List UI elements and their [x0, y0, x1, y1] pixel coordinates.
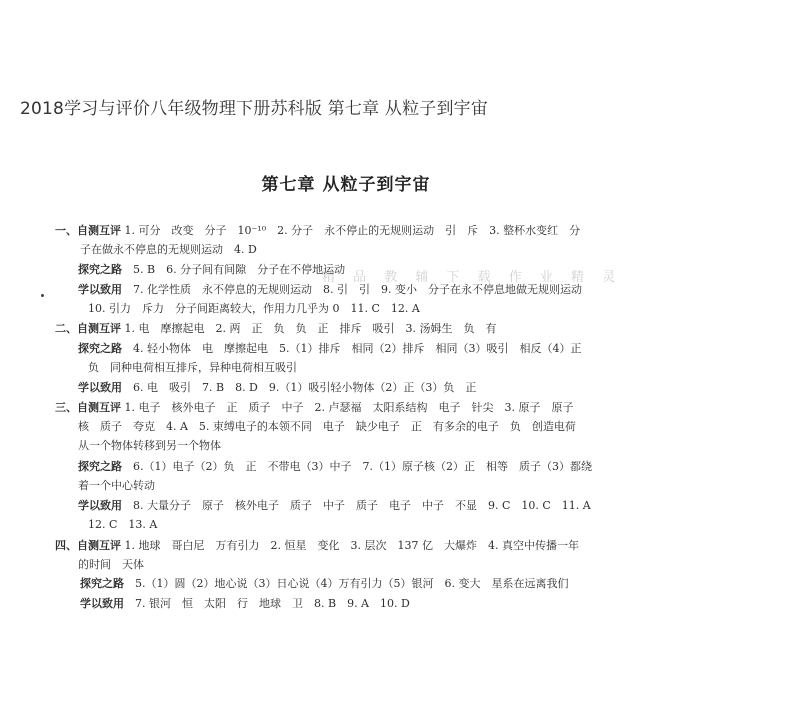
subsection-label: 学以致用 — [80, 597, 124, 610]
line-text: 1. 电 摩擦起电 2. 两 正 负 负 正 排斥 吸引 3. 汤姆生 负 有 — [121, 322, 497, 335]
subsection-label: 探究之路 — [80, 577, 124, 590]
line-text: 负 同种电荷相互排斥，异种电荷相互吸引 — [88, 361, 297, 374]
subsection-label: 探究之路 — [78, 342, 122, 355]
answer-line — [78, 283, 582, 297]
section-label: 三、自测互评 — [55, 401, 121, 414]
line-text: 5.（1）圆（2）地心说（3）日心说（4）万有引力（5）银河 6. 变大 星系在远离我们 — [124, 577, 569, 590]
line-text: 1. 电子 核外电子 正 质子 中子 2. 卢瑟福 太阳系结构 电子 针尖 3. 原子 原子 — [121, 401, 574, 414]
line-text: 5. B 6. 分子间有间隙 分子在不停地运动 — [122, 263, 346, 276]
subsection-label: 探究之路 — [78, 460, 122, 473]
answer-line — [78, 381, 476, 395]
answer-line — [55, 322, 496, 336]
answer-line — [55, 539, 579, 553]
subsection-label: 学以致用 — [78, 381, 122, 394]
answer-line — [78, 263, 345, 277]
answer-line — [78, 420, 576, 434]
line-text: 8. 大量分子 原子 核外电子 质子 中子 质子 电子 中子 不显 9. C 10. C 11. A — [122, 499, 591, 512]
section-label: 四、自测互评 — [55, 539, 121, 552]
line-text: 10. 引力 斥力 分子间距离较大，作用力几乎为 0 11. C 12. A — [88, 302, 420, 315]
line-text: 12. C 13. A — [88, 518, 158, 531]
subsection-label: 学以致用 — [78, 499, 122, 512]
answer-line — [88, 302, 420, 316]
line-text: 7. 银河 恒 太阳 行 地球 卫 8. B 9. A 10. D — [124, 597, 410, 610]
answer-line — [80, 597, 410, 611]
answer-line — [88, 361, 297, 375]
line-text: 子在做永不停息的无规则运动 4. D — [80, 243, 257, 256]
section-label: 一、自测互评 — [55, 224, 121, 237]
answer-line — [55, 224, 580, 238]
answer-line — [55, 401, 573, 415]
line-text: 4. 轻小物体 电 摩擦起电 5.（1）排斥 相同（2）排斥 相同（3）吸引 相反（4）正 — [122, 342, 582, 355]
answer-line — [80, 243, 257, 257]
line-text: 7. 化学性质 永不停息的无规则运动 8. 引 引 9. 变小 分子在永不停息地做无规则运动 — [122, 283, 582, 296]
answer-line — [88, 518, 157, 532]
page-title: 2018学习与评价八年级物理下册苏科版 第七章 从粒子到宇宙 — [20, 99, 489, 119]
line-text: 6.（1）电子（2）负 正 不带电（3）中子 7.（1）原子核（2）正 相等 质子（3）都绕 — [122, 460, 592, 473]
answer-line — [78, 460, 592, 474]
line-text: 的时间 天体 — [78, 558, 144, 571]
line-text: 6. 电 吸引 7. B 8. D 9.（1）吸引轻小物体（2）正（3）负 正 — [122, 381, 477, 394]
margin-dot — [41, 294, 44, 297]
answer-line — [78, 558, 144, 572]
chapter-title: 第七章 从粒子到宇宙 — [261, 175, 431, 195]
line-text: 从一个物体转移到另一个物体 — [78, 439, 221, 452]
line-text: 着一个中心转动 — [78, 479, 155, 492]
answer-line — [78, 479, 155, 493]
watermark: 精 品 教 辅 下 载 作 业 精 灵 — [322, 270, 623, 285]
answer-line — [78, 439, 221, 453]
line-text: 核 质子 夸克 4. A 5. 束缚电子的本领不同 电子 缺少电子 正 有多余的电子 负 创造电荷 — [78, 420, 576, 433]
answer-line — [78, 499, 591, 513]
section-label: 二、自测互评 — [55, 322, 121, 335]
subsection-label: 探究之路 — [78, 263, 122, 276]
line-text: 1. 地球 哥白尼 万有引力 2. 恒星 变化 3. 层次 137 亿 大爆炸 4. 真空中传播一年 — [121, 539, 579, 552]
answer-line — [80, 577, 568, 591]
subsection-label: 学以致用 — [78, 283, 122, 296]
line-text: 1. 可分 改变 分子 10⁻¹⁰ 2. 分子 永不停止的无规则运动 引 斥 3. 整杯水变红 分 — [121, 224, 581, 237]
answer-line — [78, 342, 581, 356]
